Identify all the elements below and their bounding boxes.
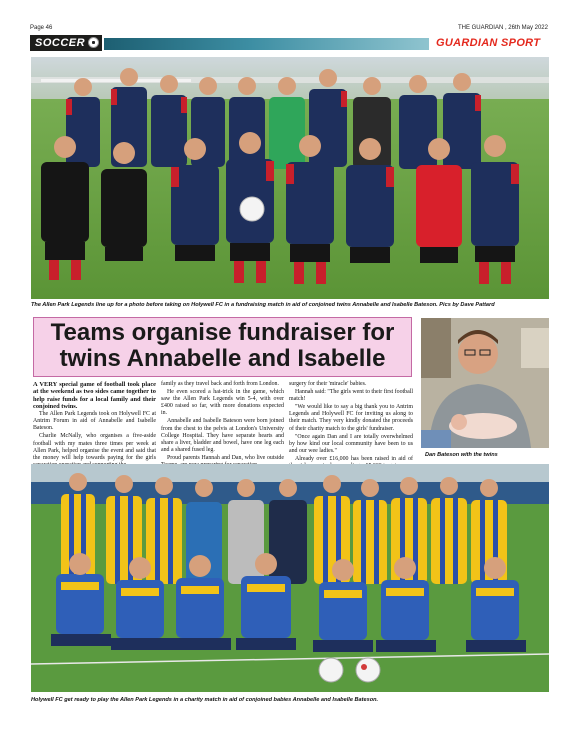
article-paragraph: Hannah said: "The girls went to their first football match! — [289, 389, 413, 403]
article-column-3 — [289, 381, 413, 471]
section-tag — [30, 35, 102, 51]
article-paragraph: Charlie McNally, who organises a five-aside football with my mates three times per week at Allen Park, helped organise the event and said that the money will help towards paying for the girls — [33, 433, 156, 461]
page-number: Page 46 — [30, 25, 53, 31]
holywell-lineup-illustration — [31, 464, 549, 692]
bottom-team-photo — [31, 464, 549, 692]
side-photo-dan-bateson — [421, 318, 549, 448]
article-paragraph: "Once again Dan and I are totally overwhelmed by how kind our local community have been to us and our wee ladies." — [289, 433, 413, 454]
top-team-photo — [31, 57, 549, 299]
header-bar — [104, 38, 429, 50]
article-paragraph: He even scored a hat-trick in the game, which saw the Allen Park Legends win 5-4, with over £400 raised so far, with more donations expected in. — [161, 389, 284, 417]
section-label: SOCCER — [35, 37, 86, 49]
father-with-twins-illustration — [421, 318, 549, 448]
football-icon — [88, 37, 99, 48]
article-column-1 — [33, 381, 156, 470]
article-paragraph: "We would like to say a big thank you to Antrim Legends and Holywell FC for inviting us along to their match. They very kindly donated the proceeds of their charity match to the girls' fundraiser. — [289, 404, 413, 432]
team-lineup-illustration — [31, 57, 549, 299]
article-paragraph: Annabelle and Isabelle Bateson were born joined from the chest to the pelvis at London's University College Hospital. They have separate hearts and share a liver, bladder and bowel, have one leg each and a shared fused leg. — [161, 418, 284, 453]
headline-line-2: twins Annabelle and Isabelle — [59, 345, 386, 372]
article-lead: A VERY special game of football took place at the weekend as two sides came together to help raise funds for a local family and their conjoined twins. — [33, 381, 156, 410]
side-photo-caption: Dan Bateson with the twins — [425, 452, 498, 458]
top-photo-caption: The Allen Park Legends line up for a photo before taking on Holywell FC in a fundraising match in aid of conjoined twins Annabelle and Isabelle Bateson. Pics by Dave Pattard — [31, 302, 495, 308]
headline-line-1: Teams organise fundraiser for — [50, 319, 395, 346]
article-paragraph: The Allen Park Legends took on Holywell FC at Antrim Forum in aid of Annabelle and Isabelle Bateson. — [33, 411, 156, 432]
brand-word-sport: SPORT — [501, 37, 541, 49]
article-paragraph: family as they travel back and forth from London. — [161, 381, 279, 387]
headline — [33, 320, 412, 372]
article-paragraph: Already over £16,000 has been raised in aid of — [295, 455, 413, 462]
brand-word-guardian: GUARDIAN — [436, 37, 498, 49]
article-column-2 — [161, 381, 284, 470]
guardian-sport-logo — [436, 37, 540, 49]
publication-date: THE GUARDIAN , 26th May 2022 — [457, 25, 548, 31]
article-paragraph: Proud parents Hannah and Dan, who live outside — [167, 454, 284, 461]
article-paragraph: surgery for their 'miracle' babies. — [289, 381, 367, 387]
bottom-photo-caption: Holywell FC get ready to play the Allen Park Legends in a charity match in aid of conjoined babies Annabelle and Isabelle Bateson. — [31, 697, 379, 703]
